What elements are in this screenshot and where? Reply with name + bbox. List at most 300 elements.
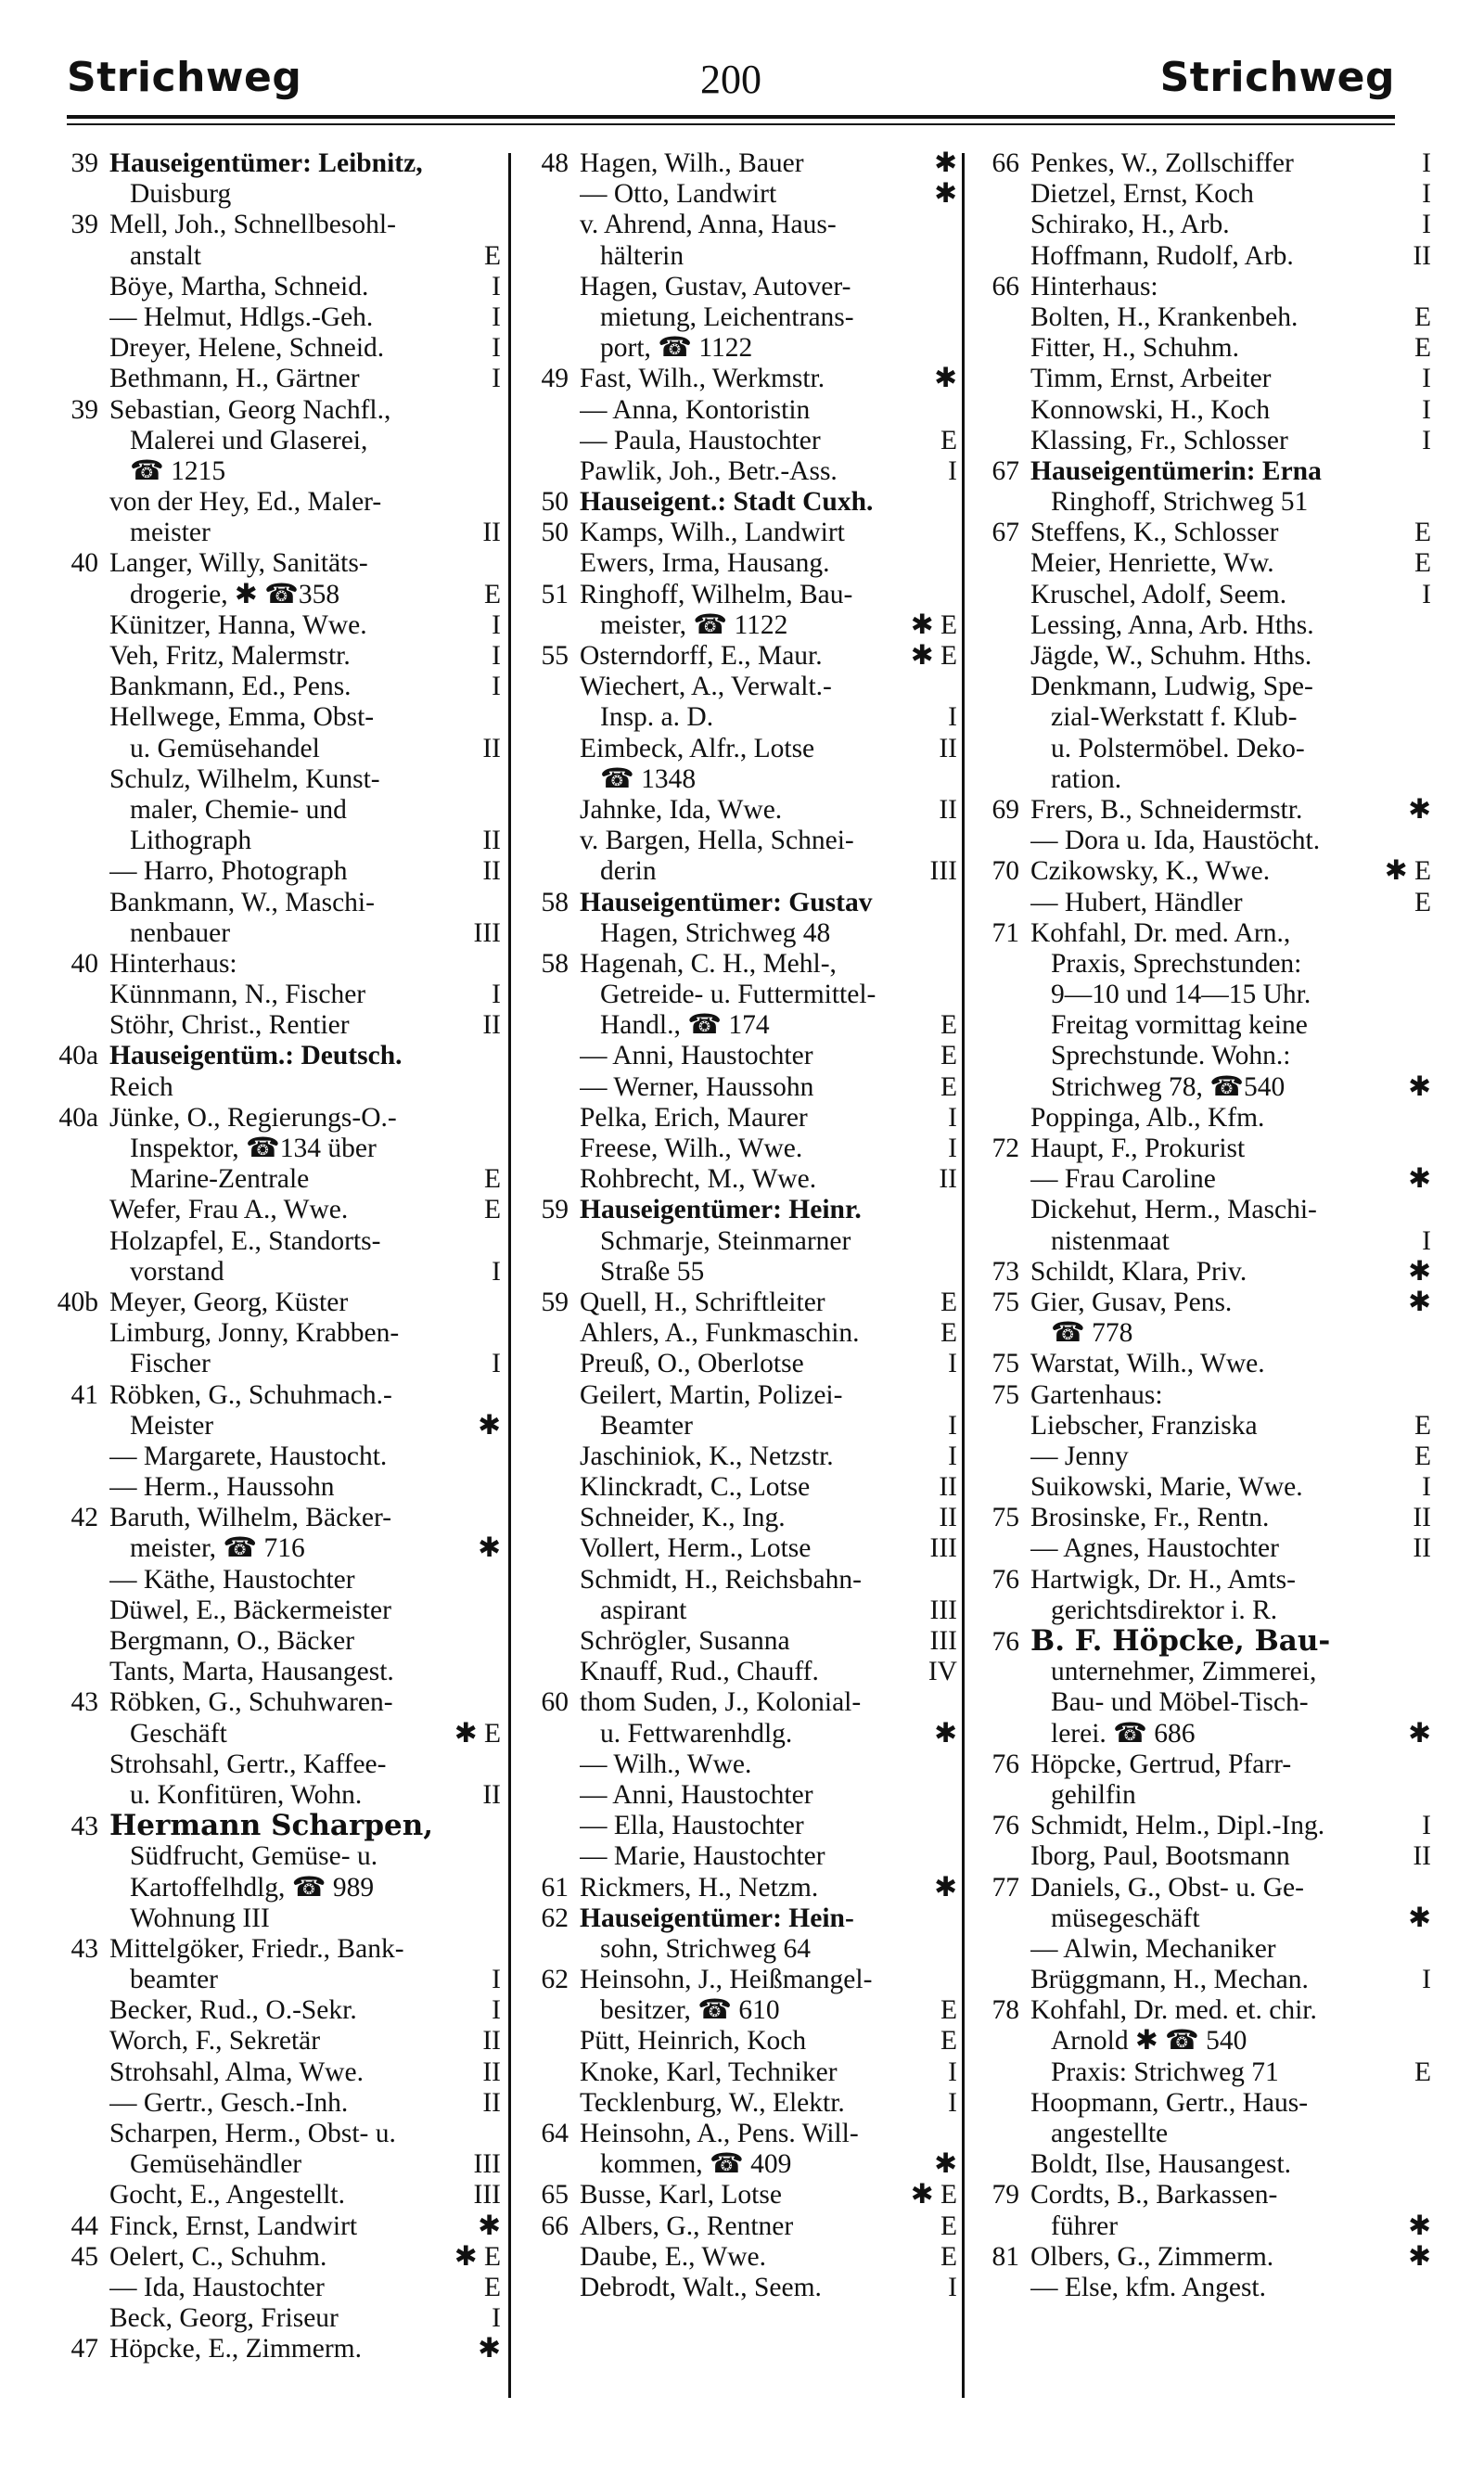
directory-line	[977, 487, 1431, 518]
entry-text: Langer, Willy, Sanitäts-	[109, 548, 368, 579]
directory-line	[526, 795, 957, 826]
directory-line	[526, 1472, 957, 1503]
house-number: 66	[991, 271, 1019, 301]
directory-line	[526, 426, 957, 456]
entry-text: Hauseigent.: Stadt Cuxh.	[580, 487, 874, 518]
entry-text: Steffens, K., Schlosser	[1030, 518, 1279, 548]
directory-line	[977, 241, 1431, 272]
floor-marker: E	[1414, 2057, 1431, 2087]
entry-text: u. Fettwarenhdlg.	[600, 1718, 793, 1749]
entry-text: Freese, Wilh., Wwe.	[580, 1134, 803, 1163]
entry-text: Arnold ✱ ☎ 540	[1051, 2026, 1247, 2057]
entry-text: Finck, Ernst, Landwirt	[109, 2210, 358, 2241]
entry-text: Hauseigentümer: Leibnitz,	[109, 148, 423, 178]
entry-text: Böye, Martha, Schneid.	[109, 271, 369, 301]
house-number: 43	[70, 1812, 98, 1842]
directory-line	[56, 179, 501, 210]
house-number: 77	[991, 1872, 1019, 1903]
entry-text: Hauseigentümerin: Erna	[1030, 455, 1322, 486]
entry-text: Höpcke, Gertrud, Pfarr-	[1030, 1749, 1292, 1779]
directory-line	[526, 1841, 957, 1872]
house-number: 41	[70, 1379, 98, 1410]
directory-line	[977, 1595, 1431, 1626]
entry-text: Pütt, Heinrich, Koch	[580, 2026, 807, 2057]
house-number: 69	[991, 794, 1019, 825]
directory-line	[977, 1903, 1431, 1934]
entry-text: Bergmann, O., Bäcker	[109, 1626, 355, 1656]
directory-line	[526, 1288, 957, 1318]
entry-text: Kohfahl, Dr. med. et. chir.	[1030, 1995, 1317, 2026]
floor-marker: ✱	[478, 1410, 501, 1441]
directory-line	[977, 1565, 1431, 1595]
floor-marker: ✱ E	[454, 1718, 501, 1749]
house-number: 67	[991, 518, 1019, 548]
floor-marker: I	[1422, 1811, 1431, 1841]
entry-text: meister	[130, 518, 211, 548]
directory-line	[977, 610, 1431, 641]
directory-line	[526, 1595, 957, 1626]
entry-text: Penkes, W., Zollschiffer	[1030, 148, 1294, 178]
entry-text: — Anni, Haustochter	[580, 1779, 813, 1810]
entry-text: Suikowski, Marie, Wwe.	[1030, 1472, 1303, 1503]
directory-line	[977, 1995, 1431, 2026]
entry-text: Meyer, Georg, Küster	[109, 1287, 349, 1317]
house-number: 59	[541, 1195, 569, 1225]
entry-text: Künnmann, N., Fischer	[109, 980, 366, 1010]
directory-line	[56, 364, 501, 394]
directory-line	[977, 548, 1431, 579]
house-number: 79	[991, 2180, 1019, 2210]
house-number: 40a	[58, 1102, 98, 1133]
directory-line	[526, 856, 957, 887]
entry-text: Scharpen, Herm., Obst- u.	[109, 2119, 396, 2148]
directory-line	[56, 2242, 501, 2273]
directory-line	[526, 2088, 957, 2119]
directory-line	[977, 1041, 1431, 1071]
directory-line	[526, 2273, 957, 2303]
directory-line	[977, 2211, 1431, 2242]
floor-marker: I	[1422, 394, 1431, 425]
entry-text: mietung, Leichentrans-	[600, 301, 854, 332]
column-1	[56, 148, 501, 2393]
directory-line	[526, 1010, 957, 1041]
directory-line	[56, 1565, 501, 1595]
floor-marker: ✱	[1408, 1903, 1431, 1933]
directory-line	[977, 1411, 1431, 1442]
directory-line	[56, 1626, 501, 1657]
directory-line	[56, 1164, 501, 1195]
directory-line	[977, 1780, 1431, 1811]
directory-line	[526, 672, 957, 702]
entry-text: Praxis, Sprechstunden:	[1051, 948, 1302, 979]
entry-text: Schmidt, H., Reichsbahn-	[580, 1564, 862, 1595]
directory-line	[56, 1411, 501, 1442]
floor-marker: ✱	[1408, 794, 1431, 825]
directory-line	[526, 518, 957, 548]
floor-marker: E	[1414, 301, 1431, 332]
directory-line	[977, 1873, 1431, 1903]
directory-line	[977, 210, 1431, 240]
floor-marker: I	[492, 1349, 501, 1379]
entry-text: Jünke, O., Regierungs-O.-	[109, 1102, 397, 1133]
entry-text: — Otto, Landwirt	[580, 179, 777, 210]
directory-line	[526, 272, 957, 302]
house-number: 70	[991, 856, 1019, 887]
directory-line	[977, 1503, 1431, 1533]
directory-line	[56, 548, 501, 579]
floor-marker: ✱ E	[910, 609, 957, 640]
directory-line	[526, 1318, 957, 1349]
directory-line	[526, 980, 957, 1010]
entry-text: zial-Werkstatt f. Klub-	[1051, 702, 1298, 733]
entry-text: nenbauer	[130, 917, 231, 948]
floor-marker: E	[483, 240, 501, 271]
house-number: 47	[70, 2334, 98, 2364]
entry-text: Wiechert, A., Verwalt.-	[580, 672, 832, 702]
entry-text: — Hubert, Händler	[1030, 887, 1243, 917]
directory-line	[526, 302, 957, 333]
entry-text: Holzapfel, E., Standorts-	[109, 1225, 381, 1256]
floor-marker: II	[1413, 240, 1431, 271]
directory-line	[977, 1164, 1431, 1195]
entry-text: — Anni, Haustochter	[580, 1041, 813, 1071]
floor-marker: E	[483, 2272, 501, 2302]
directory-line	[977, 1226, 1431, 1257]
floor-marker: E	[940, 1318, 957, 1349]
directory-line	[56, 702, 501, 733]
directory-line	[56, 487, 501, 518]
entry-text: Künitzer, Hanna, Wwe.	[109, 609, 367, 640]
floor-marker: I	[492, 1995, 501, 2026]
directory-line	[56, 148, 501, 179]
entry-text: Bau- und Möbel-Tisch-	[1051, 1687, 1309, 1718]
floor-marker: I	[948, 1410, 957, 1441]
entry-text: Meister	[130, 1410, 214, 1441]
directory-line	[977, 456, 1431, 487]
directory-line	[526, 333, 957, 364]
entry-text: Malerei und Glaserei,	[130, 425, 368, 455]
directory-line	[56, 580, 501, 610]
directory-line	[526, 888, 957, 918]
entry-text: v. Bargen, Hella, Schnei-	[580, 826, 854, 856]
directory-line	[526, 210, 957, 240]
entry-text: Rohbrecht, M., Wwe.	[580, 1164, 817, 1195]
directory-line	[526, 1626, 957, 1657]
directory-line	[977, 1318, 1431, 1349]
directory-line	[526, 1442, 957, 1472]
directory-line	[526, 1072, 957, 1103]
floor-marker: I	[1422, 1472, 1431, 1503]
directory-line	[526, 1687, 957, 1718]
house-number: 49	[541, 364, 569, 394]
entry-text: unternehmer, Zimmerei,	[1051, 1657, 1317, 1687]
entry-text: führer	[1051, 2210, 1119, 2241]
entry-text: Stöhr, Christ., Rentier	[109, 1010, 350, 1041]
house-number: 76	[991, 1564, 1019, 1595]
entry-text: Duisburg	[130, 179, 232, 210]
floor-marker: II	[939, 794, 957, 825]
directory-line	[56, 2149, 501, 2180]
entry-text: derin	[600, 856, 657, 887]
floor-marker: ✱	[478, 1533, 501, 1564]
directory-line	[977, 1533, 1431, 1564]
directory-line	[526, 1657, 957, 1687]
directory-line	[56, 333, 501, 364]
floor-marker: III	[929, 1595, 957, 1625]
header-rule-thin	[67, 123, 1395, 125]
house-number: 66	[541, 2210, 569, 2241]
entry-text: Liebscher, Franziska	[1030, 1410, 1258, 1441]
entry-text: — Wilh., Wwe.	[580, 1749, 752, 1779]
entry-text: Kruschel, Adolf, Seem.	[1030, 579, 1287, 609]
entry-text: Schmarje, Steinmarner	[600, 1225, 851, 1256]
entry-text: — Werner, Haussohn	[580, 1071, 814, 1102]
entry-text: angestellte	[1051, 2119, 1169, 2148]
column-3	[977, 148, 1431, 2393]
entry-text: u. Polstermöbel. Deko-	[1051, 733, 1305, 763]
entry-text: Heinsohn, A., Pens. Will-	[580, 2119, 859, 2148]
directory-line	[56, 1903, 501, 1934]
directory-line	[56, 1072, 501, 1103]
entry-text: Hagenah, C. H., Mehl-,	[580, 948, 837, 979]
house-number: 72	[991, 1134, 1019, 1163]
entry-text: Mittelgöker, Friedr., Bank-	[109, 1933, 404, 1964]
entry-text: Jahnke, Ida, Wwe.	[580, 794, 783, 825]
floor-marker: E	[483, 579, 501, 609]
house-number: 39	[70, 210, 98, 240]
floor-marker: II	[1413, 1533, 1431, 1564]
house-number: 42	[70, 1503, 98, 1533]
house-number: 44	[70, 2210, 98, 2241]
floor-marker: E	[483, 1195, 501, 1225]
directory-line	[526, 1811, 957, 1841]
entry-text: lerei. ☎ 686	[1051, 1718, 1196, 1749]
house-number: 55	[541, 641, 569, 671]
directory-line	[977, 1687, 1431, 1718]
directory-line	[977, 2273, 1431, 2303]
directory-line	[977, 1934, 1431, 1965]
floor-marker: I	[948, 1441, 957, 1471]
entry-text: Fast, Wilh., Werkmstr.	[580, 364, 825, 394]
directory-line	[977, 1257, 1431, 1288]
entry-text: Getreide- u. Futtermittel-	[600, 980, 876, 1010]
house-number: 58	[541, 948, 569, 979]
floor-marker: III	[929, 1626, 957, 1656]
house-number: 76	[991, 1627, 1019, 1657]
entry-text: Schrögler, Susanna	[580, 1626, 790, 1656]
entry-text: thom Suden, J., Kolonial-	[580, 1687, 862, 1718]
directory-line	[977, 1965, 1431, 1995]
directory-line	[56, 1134, 501, 1164]
directory-line	[56, 1749, 501, 1780]
entry-text: — Jenny	[1030, 1441, 1129, 1471]
directory-line	[977, 1103, 1431, 1134]
entry-text: Jägde, W., Schuhm. Hths.	[1030, 641, 1312, 671]
directory-line	[977, 2057, 1431, 2088]
entry-text: Daniels, G., Obst- u. Ge-	[1030, 1872, 1304, 1903]
directory-line	[56, 2334, 501, 2364]
directory-line	[977, 148, 1431, 179]
floor-marker: II	[1413, 1503, 1431, 1533]
entry-text: Praxis: Strichweg 71	[1051, 2057, 1279, 2087]
entry-text: Jaschiniok, K., Netzstr.	[580, 1441, 834, 1471]
directory-line	[526, 1226, 957, 1257]
entry-text: Knoke, Karl, Techniker	[580, 2057, 838, 2087]
directory-line	[526, 1134, 957, 1164]
floor-marker: ✱	[1408, 1071, 1431, 1102]
entry-text: Frers, B., Schneidermstr.	[1030, 794, 1303, 825]
entry-text: Gocht, E., Angestellt.	[109, 2180, 345, 2210]
directory-line	[526, 1719, 957, 1749]
entry-text: kommen, ☎ 409	[600, 2149, 792, 2180]
floor-marker: II	[482, 826, 501, 856]
entry-text: Düwel, E., Bäckermeister	[109, 1595, 391, 1625]
entry-text: Röbken, G., Schuhmach.-	[109, 1379, 392, 1410]
directory-line	[56, 2057, 501, 2088]
directory-line	[526, 949, 957, 980]
floor-marker: ✱	[1408, 2210, 1431, 2241]
entry-text: Schulz, Wilhelm, Kunst-	[109, 763, 380, 794]
directory-line	[526, 580, 957, 610]
floor-marker: I	[492, 2303, 501, 2334]
directory-line	[56, 1811, 501, 1841]
floor-marker: E	[940, 425, 957, 455]
entry-text: Pawlik, Joh., Betr.-Ass.	[580, 455, 838, 486]
directory-line	[977, 949, 1431, 980]
entry-text: Heinsohn, J., Heißmangel-	[580, 1965, 873, 1995]
directory-line	[56, 272, 501, 302]
floor-marker: ✱ E	[1384, 856, 1431, 887]
floor-marker: E	[940, 2026, 957, 2057]
floor-marker: I	[1422, 1225, 1431, 1256]
directory-line	[977, 702, 1431, 733]
directory-line	[977, 2149, 1431, 2180]
floor-marker: I	[948, 1349, 957, 1379]
directory-line	[977, 1841, 1431, 1872]
directory-line	[977, 826, 1431, 856]
entry-text: gehilfin	[1051, 1779, 1136, 1810]
entry-text: Tants, Marta, Hausangest.	[109, 1657, 394, 1687]
entry-text: Südfrucht, Gemüse- u.	[130, 1841, 378, 1872]
entry-text: Dreyer, Helene, Schneid.	[109, 333, 385, 364]
directory-line	[526, 2119, 957, 2149]
entry-text: Baruth, Wilhelm, Bäcker-	[109, 1503, 392, 1533]
entry-text: Schirako, H., Arb.	[1030, 210, 1230, 240]
floor-marker: II	[482, 2057, 501, 2087]
directory-line	[56, 918, 501, 949]
directory-line	[526, 734, 957, 764]
directory-line	[977, 1626, 1431, 1657]
entry-text: maler, Chemie- und	[130, 794, 347, 825]
floor-marker: I	[948, 2272, 957, 2302]
house-number: 40	[70, 548, 98, 579]
entry-text: Klassing, Fr., Schlosser	[1030, 425, 1288, 455]
directory-line	[56, 1687, 501, 1718]
floor-marker: II	[939, 733, 957, 763]
entry-text: Wefer, Frau A., Wwe.	[109, 1195, 349, 1225]
directory-line	[526, 395, 957, 426]
directory-line	[56, 302, 501, 333]
floor-marker: E	[1414, 548, 1431, 579]
entry-text: Dickehut, Herm., Maschi-	[1030, 1195, 1317, 1225]
entry-text: Marine-Zentrale	[130, 1164, 310, 1195]
floor-marker: I	[948, 455, 957, 486]
floor-marker: I	[492, 641, 501, 671]
directory-line	[977, 856, 1431, 887]
directory-line	[56, 949, 501, 980]
directory-line	[56, 1533, 501, 1564]
entry-text: Knauff, Rud., Chauff.	[580, 1657, 819, 1687]
directory-line	[56, 210, 501, 240]
floor-marker: II	[939, 1472, 957, 1503]
entry-text: Brosinske, Fr., Rentn.	[1030, 1503, 1270, 1533]
directory-line	[56, 1442, 501, 1472]
column-divider	[508, 153, 511, 2398]
floor-marker: I	[948, 702, 957, 733]
entry-text: Bolten, H., Krankenbeh.	[1030, 301, 1298, 332]
entry-text: Hinterhaus:	[109, 948, 237, 979]
floor-marker: E	[940, 2210, 957, 2241]
directory-line	[526, 1934, 957, 1965]
house-number: 39	[70, 394, 98, 425]
floor-marker: I	[492, 672, 501, 702]
directory-line	[56, 1257, 501, 1288]
house-number: 64	[541, 2119, 569, 2148]
house-number: 59	[541, 1287, 569, 1317]
floor-marker: I	[492, 271, 501, 301]
floor-marker: I	[1422, 210, 1431, 240]
floor-marker: III	[473, 2180, 501, 2210]
entry-text: Osterndorff, E., Maur.	[580, 641, 823, 671]
directory-line	[526, 456, 957, 487]
entry-text: anstalt	[130, 240, 202, 271]
directory-line	[56, 2303, 501, 2334]
directory-line	[526, 1565, 957, 1595]
directory-line	[977, 980, 1431, 1010]
entry-text: Sebastian, Georg Nachfl.,	[109, 394, 391, 425]
directory-line	[526, 1349, 957, 1379]
entry-text: Straße 55	[600, 1256, 705, 1287]
entry-text: Albers, G., Rentner	[580, 2210, 794, 2241]
directory-line	[526, 1103, 957, 1134]
directory-line	[526, 2211, 957, 2242]
entry-text: Lessing, Anna, Arb. Hths.	[1030, 609, 1314, 640]
directory-line	[56, 2211, 501, 2242]
directory-line	[56, 1288, 501, 1318]
directory-line	[977, 795, 1431, 826]
entry-text: v. Ahrend, Anna, Haus-	[580, 210, 837, 240]
entry-text: Hinterhaus:	[1030, 271, 1158, 301]
house-number: 75	[991, 1379, 1019, 1410]
entry-text: — Paula, Haustochter	[580, 425, 821, 455]
entry-text: Hoffmann, Rudolf, Arb.	[1030, 240, 1294, 271]
entry-text: u. Konfitüren, Wohn.	[130, 1779, 363, 1810]
entry-text: Konnowski, H., Koch	[1030, 394, 1271, 425]
directory-line	[526, 610, 957, 641]
floor-marker: I	[1422, 179, 1431, 210]
floor-marker: ✱	[1408, 2241, 1431, 2272]
floor-marker: E	[1414, 333, 1431, 364]
directory-line	[56, 2088, 501, 2119]
house-number: 39	[70, 148, 98, 178]
floor-marker: E	[1414, 1441, 1431, 1471]
house-number: 75	[991, 1503, 1019, 1533]
house-number: 58	[541, 887, 569, 917]
directory-line	[56, 2180, 501, 2210]
directory-line	[977, 1472, 1431, 1503]
directory-line	[56, 1010, 501, 1041]
entry-text: Meier, Henriette, Ww.	[1030, 548, 1274, 579]
